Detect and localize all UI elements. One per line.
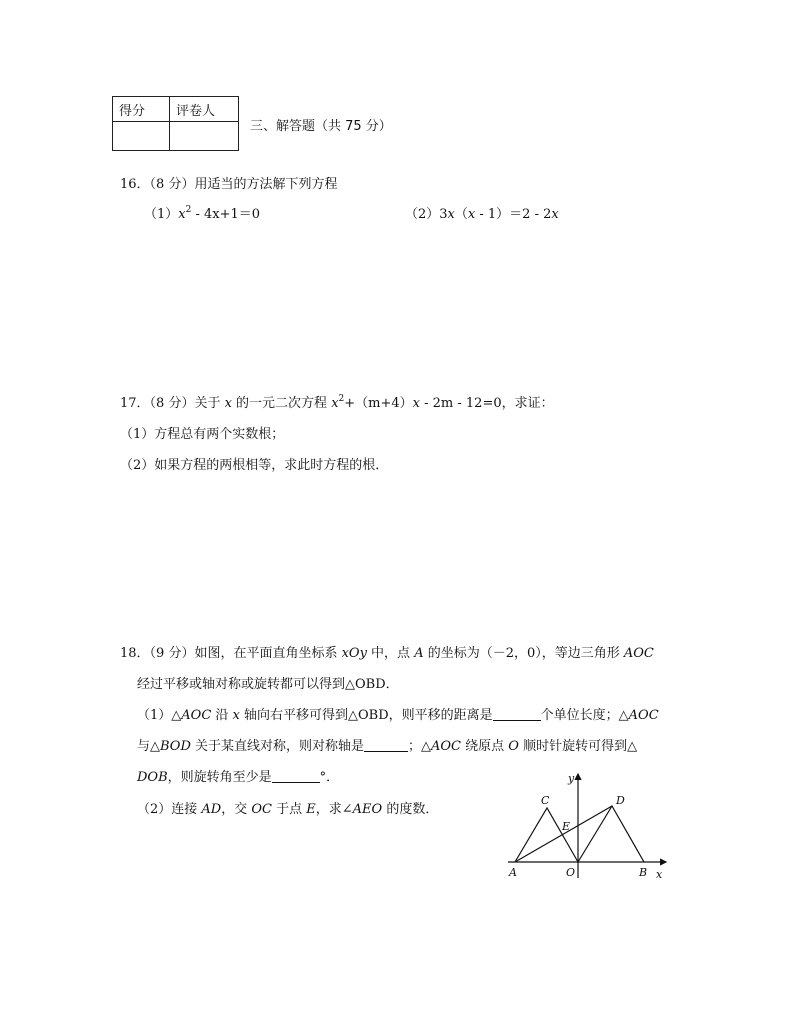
q18-line3: （1）△AOC 沿 x 轴向右平移可得到△OBD，则平移的距离是 个单位长度；△AOC: [137, 708, 659, 723]
label-x: x: [656, 868, 663, 881]
score-table: [112, 96, 239, 151]
label-y: y: [568, 772, 575, 785]
label-c: C: [541, 794, 550, 807]
label-e: E: [562, 820, 571, 833]
score-cell: [113, 122, 170, 151]
label-b: B: [639, 866, 648, 879]
label-a: A: [509, 866, 517, 879]
q17-part2: （2）如果方程的两根相等，求此时方程的根．: [120, 458, 389, 473]
q18-line6: （2）连接 AD，交 OC 于点 E，求∠AEO 的度数．: [137, 802, 439, 817]
q18-line2: 经过平移或轴对称或旋转都可以得到△OBD．: [137, 677, 399, 692]
q18-line5: DOB，则旋转角至少是 °．: [137, 770, 340, 785]
answer-blank-distance[interactable]: [493, 707, 541, 721]
triangle-aoc: [515, 808, 578, 862]
q16-part2: （2）3x（x - 1）＝2 - 2x: [405, 207, 559, 222]
coordinate-figure: [500, 768, 680, 886]
q16-stem: 16．（8 分）用适当的方法解下列方程: [120, 177, 338, 192]
answer-blank-angle[interactable]: [272, 769, 320, 783]
label-d: D: [616, 794, 625, 807]
triangle-obd: [578, 806, 644, 862]
q17-part1: （1）方程总有两个实数根；: [120, 427, 285, 442]
q18-line4: 与△BOD 关于某直线对称，则对称轴是 ；△AOC 绕原点 O 顺时针旋转可得到△: [137, 739, 638, 754]
label-o: O: [566, 866, 576, 879]
grader-cell: [170, 122, 239, 151]
section-title: 三、解答题（共 75 分）: [250, 119, 392, 134]
q17-stem: 17．（8 分）关于 x 的一元二次方程 $x^2+(m+4)x - 2m - 12=0$，求证：: [120, 394, 554, 411]
score-header: 得分: [113, 97, 170, 122]
q18-line1: 18．（9 分）如图，在平面直角坐标系 xOy 中，点 A 的坐标为（－2，0），等边三角形 AOC: [120, 646, 654, 661]
q16-part1: $(1)x^2 - 4x+1=0$: [144, 205, 261, 222]
segment-ad: [515, 806, 612, 862]
grader-header: 评卷人: [170, 97, 239, 122]
answer-blank-axis[interactable]: [364, 738, 408, 752]
